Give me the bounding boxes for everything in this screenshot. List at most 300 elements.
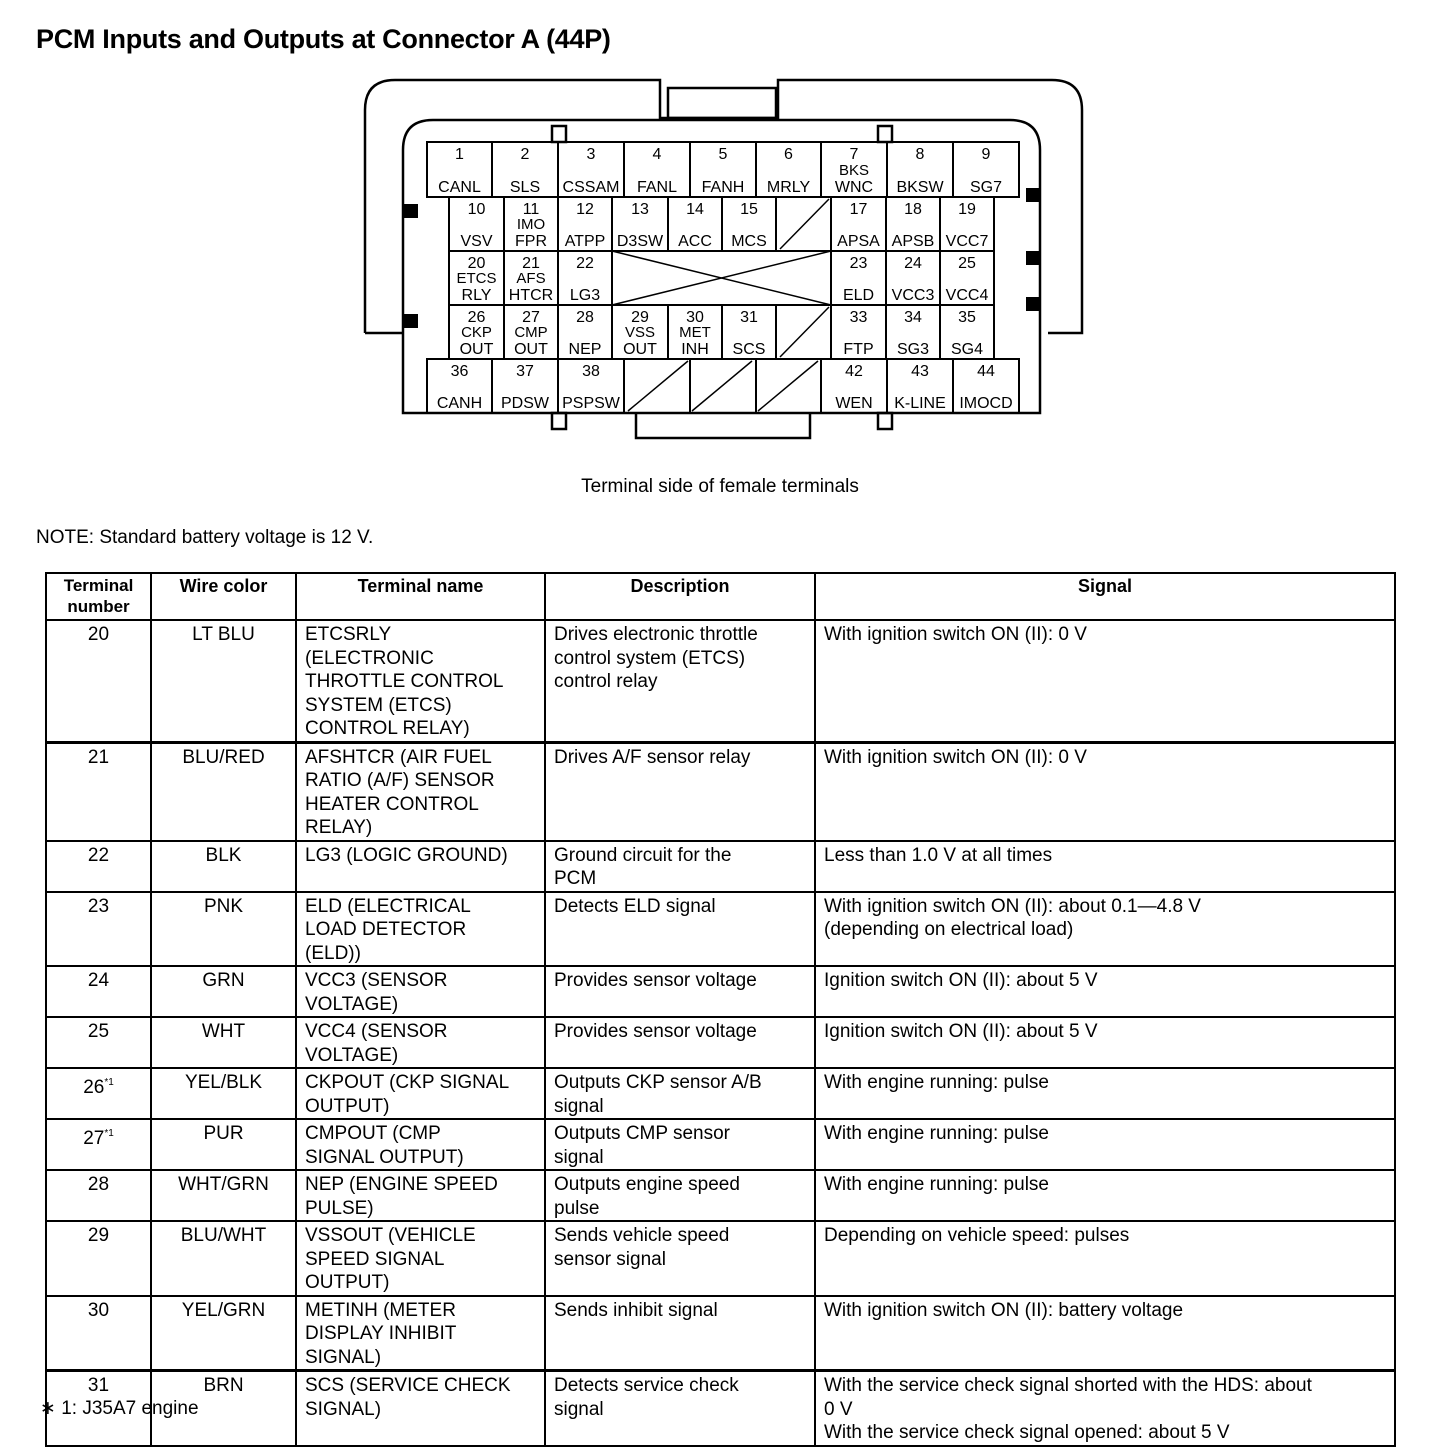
terminal-label-line2: FPR [515, 233, 547, 250]
cell-line: signal [554, 1398, 604, 1420]
table-header-row [46, 573, 1395, 620]
terminal-label: FANH [701, 179, 745, 196]
cell-line: SIGNAL) [305, 1346, 382, 1368]
terminal-label: VCC4 [945, 287, 989, 304]
terminal-number: 19 [958, 201, 976, 218]
terminal-number: 24 [904, 255, 922, 272]
signal-cell [815, 1068, 1395, 1119]
terminal-label: VCC7 [945, 233, 989, 250]
terminal-number: 10 [467, 201, 486, 218]
wire-color-cell: BLK [151, 841, 296, 892]
connector-terminal-3 [563, 146, 620, 196]
terminal-number: 38 [582, 363, 600, 380]
wire-color-cell: YEL/BLK [151, 1068, 296, 1119]
terminal-label: D3SW [616, 233, 664, 250]
connector-terminal-43 [894, 363, 946, 412]
signal-cell [815, 1170, 1395, 1221]
cell-line: Drives electronic throttle [554, 624, 758, 645]
terminal-label: MCS [731, 233, 767, 250]
terminal-number-value: 22 [87, 844, 110, 866]
cell-line: Outputs CKP sensor A/B [554, 1072, 762, 1093]
signal-cell [815, 841, 1395, 892]
terminal-label: VSS [624, 324, 656, 341]
terminal-number: 13 [631, 201, 649, 218]
wire-color-cell: WHT/GRN [151, 1170, 296, 1221]
terminal-label: AFS [516, 270, 546, 287]
cell-line: Drives A/F sensor relay [554, 746, 751, 768]
connector-terminal-35 [951, 309, 983, 358]
signal-cell [815, 620, 1395, 742]
terminal-label: LG3 [569, 287, 601, 304]
terminal-number-cell [46, 1170, 151, 1221]
terminal-number: 26 [467, 309, 486, 326]
terminal-label: SG4 [950, 341, 984, 358]
terminal-label: CANL [438, 179, 481, 196]
terminal-label: IMO [516, 216, 546, 233]
signal-cell [815, 966, 1395, 1017]
terminal-label: MET [679, 324, 711, 341]
terminal-number-cell [46, 1221, 151, 1296]
connector-side-tab [404, 204, 418, 218]
cell-line: PCM [554, 868, 597, 889]
cell-line: LG3 (LOGIC GROUND) [305, 844, 508, 866]
cell-line: Ignition switch ON (II): about 5 V [824, 970, 1098, 991]
terminal-name-cell [296, 841, 545, 892]
terminal-number-value: 26 [83, 1077, 105, 1098]
connector-terminal-7 [835, 146, 873, 196]
terminal-label: ACC [678, 233, 712, 250]
cell-line: Less than 1.0 V at all times [824, 844, 1053, 866]
connector-bottom-key-left [552, 413, 566, 429]
terminal-number: 44 [977, 363, 995, 380]
connector-grid-line [692, 361, 752, 411]
cell-line: VCC4 (SENSOR [305, 1021, 448, 1042]
table-row [46, 1017, 1395, 1068]
cell-line: HEATER CONTROL [305, 793, 479, 815]
terminal-label: FTP [843, 341, 874, 358]
connector-bottom-key-right [878, 413, 892, 429]
cell-line: AFSHTCR (AIR FUEL [305, 746, 492, 768]
description-cell [545, 1170, 815, 1221]
connector-terminal-33 [843, 309, 873, 358]
terminal-name-cell [296, 966, 545, 1017]
description-cell [545, 1371, 815, 1446]
description-cell [545, 742, 815, 841]
wire-color-cell: BLU/RED [151, 742, 296, 841]
cell-line: THROTTLE CONTROL [305, 671, 504, 692]
connector-terminal-2 [510, 146, 540, 196]
wire-color-cell: GRN [151, 966, 296, 1017]
terminal-label: ELD [842, 287, 875, 304]
connector-terminal-27 [514, 309, 548, 358]
cell-line: Outputs engine speed [554, 1174, 740, 1195]
terminal-number: 3 [586, 146, 596, 163]
table-row [46, 892, 1395, 967]
terminal-label: IMOCD [959, 395, 1013, 412]
cell-line: OUTPUT) [305, 1095, 390, 1117]
terminal-number: 29 [631, 309, 649, 326]
connector-terminal-24 [892, 255, 935, 304]
cell-line: SYSTEM (ETCS) [305, 694, 452, 716]
cell-line: RELAY) [305, 817, 373, 838]
table-row [46, 1296, 1395, 1371]
connector-terminal-17 [837, 201, 880, 250]
table-row [46, 1170, 1395, 1221]
table-row [46, 620, 1395, 742]
signal-cell [815, 742, 1395, 841]
cell-line: OUTPUT) [305, 1272, 390, 1293]
connector-terminal-31 [733, 309, 766, 358]
terminal-number: 34 [904, 309, 922, 326]
connector-terminal-5 [702, 146, 745, 196]
cell-line: VOLTAGE) [305, 1044, 399, 1066]
table-row [46, 1221, 1395, 1296]
connector-terminal-21 [509, 255, 553, 304]
signal-cell [815, 1017, 1395, 1068]
cell-line: Depending on vehicle speed: pulses [824, 1225, 1130, 1246]
terminal-label-line2: INH [681, 341, 709, 358]
terminal-number-cell [46, 1119, 151, 1170]
terminal-number: 9 [981, 146, 991, 163]
terminal-number: 36 [450, 363, 469, 380]
terminal-number-value: 25 [87, 1021, 110, 1042]
terminal-number: 27 [522, 309, 540, 326]
connector-grid-line [758, 361, 818, 411]
terminal-number: 25 [958, 255, 976, 272]
cell-line: RATIO (A/F) SENSOR [305, 770, 495, 791]
cell-line: METINH (METER [305, 1299, 456, 1321]
header-terminal-name: Terminal name [296, 573, 545, 620]
signal-cell [815, 1119, 1395, 1170]
terminal-number-value: 28 [87, 1174, 110, 1195]
terminal-label: NEP [568, 341, 602, 358]
header-terminal-line2: number [67, 597, 130, 616]
footnote-mark: *1 [104, 1128, 114, 1139]
cell-line: Outputs CMP sensor [554, 1123, 731, 1144]
cell-line: ETCSRLY [305, 624, 392, 645]
terminal-number: 6 [784, 146, 793, 163]
connector-terminal-36 [437, 363, 482, 412]
terminal-label: BKS [838, 162, 870, 179]
connector-side-tab [1026, 251, 1040, 265]
terminal-label-line2: WNC [834, 179, 874, 196]
terminal-label: ETCS [456, 270, 497, 287]
wire-color-cell: BLU/WHT [151, 1221, 296, 1296]
cell-line: Ground circuit for the [554, 844, 732, 866]
cell-line: With ignition switch ON (II): about 0.1—4.8 V [824, 895, 1201, 917]
terminal-label: WEN [835, 395, 873, 412]
table-row [46, 1068, 1395, 1119]
description-cell [545, 841, 815, 892]
connector-terminal-13 [617, 201, 664, 250]
cell-line: SPEED SIGNAL [305, 1248, 445, 1270]
footnote: ∗ 1: J35A7 engine [40, 1398, 199, 1419]
description-cell [545, 1221, 815, 1296]
cell-line: ELD (ELECTRICAL [305, 895, 471, 917]
header-signal: Signal [815, 573, 1395, 620]
terminal-label: APSB [891, 233, 935, 250]
terminal-number: 2 [520, 146, 530, 163]
terminal-name-cell [296, 1119, 545, 1170]
connector-terminal-30 [679, 309, 711, 358]
cell-line: (depending on electrical load) [824, 919, 1074, 940]
terminal-number: 18 [904, 201, 922, 218]
terminal-label: MRLY [766, 179, 811, 196]
table-row [46, 966, 1395, 1017]
table-row [46, 1119, 1395, 1170]
cell-line: NEP (ENGINE SPEED [305, 1174, 498, 1195]
cell-line: VCC3 (SENSOR [305, 970, 448, 991]
cell-line: With ignition switch ON (II): 0 V [824, 624, 1087, 645]
connector-latch [668, 88, 776, 118]
terminal-number: 28 [576, 309, 594, 326]
terminal-number: 5 [718, 146, 728, 163]
terminal-number: 35 [958, 309, 976, 326]
table-row [46, 841, 1395, 892]
cell-line: With engine running: pulse [824, 1174, 1049, 1195]
connector-terminal-20 [456, 255, 496, 304]
cell-line: CKPOUT (CKP SIGNAL [305, 1072, 510, 1093]
connector-grid-line [628, 361, 688, 411]
connector-grid-line [780, 307, 829, 357]
cell-line: pulse [554, 1197, 600, 1219]
signal-cell [815, 1371, 1395, 1446]
table-row [46, 1371, 1395, 1446]
cell-line: Provides sensor voltage [554, 1021, 757, 1042]
cell-line: Provides sensor voltage [554, 970, 757, 991]
terminal-number-value: 24 [87, 970, 110, 991]
terminal-number-value: 31 [87, 1375, 110, 1396]
cell-line: Detects ELD signal [554, 895, 716, 917]
terminal-label: CMP [514, 324, 548, 341]
header-wire-color: Wire color [151, 573, 296, 620]
connector-terminal-26 [460, 309, 494, 358]
cell-line: 0 V [824, 1398, 853, 1420]
connector-terminal-6 [767, 146, 811, 196]
connector-terminal-37 [501, 363, 550, 412]
cell-line: Sends vehicle speed [554, 1225, 730, 1246]
terminal-number-value: 21 [87, 746, 110, 768]
cell-line: (ELECTRONIC [305, 647, 434, 669]
connector-terminal-19 [946, 201, 989, 250]
cell-line: (ELD)) [305, 942, 361, 964]
terminal-number-value: 30 [87, 1299, 110, 1321]
cell-line: SIGNAL) [305, 1398, 382, 1420]
connector-terminal-9 [970, 146, 1002, 196]
cell-line: LOAD DETECTOR [305, 919, 467, 940]
terminal-number: 11 [522, 201, 540, 218]
cell-line: With engine running: pulse [824, 1123, 1049, 1144]
header-description: Description [545, 573, 815, 620]
terminal-label: CSSAM [562, 179, 620, 196]
terminal-label: SG3 [896, 341, 930, 358]
footnote-mark: *1 [104, 1077, 114, 1088]
terminal-number: 20 [467, 255, 486, 272]
wire-color-cell: LT BLU [151, 620, 296, 742]
terminal-number-cell [46, 1017, 151, 1068]
cell-line: With the service check signal shorted with the HDS: about [824, 1375, 1312, 1396]
terminal-number: 33 [849, 309, 868, 326]
connector-terminal-44 [959, 363, 1012, 412]
terminal-label: ATPP [564, 233, 606, 250]
connector-terminal-18 [892, 201, 935, 250]
cell-line: SCS (SERVICE CHECK [305, 1375, 511, 1396]
terminal-table [45, 572, 1396, 1447]
terminal-label: APSA [837, 233, 880, 250]
cell-line: With engine running: pulse [824, 1072, 1049, 1093]
connector-terminal-28 [569, 309, 602, 358]
connector-side-tab [1026, 188, 1040, 202]
table-row [46, 742, 1395, 841]
cell-line: sensor signal [554, 1248, 666, 1270]
terminal-number: 31 [740, 309, 758, 326]
terminal-number-cell [46, 1068, 151, 1119]
cell-line: signal [554, 1146, 604, 1168]
terminal-label: CANH [436, 395, 483, 412]
wire-color-cell: WHT [151, 1017, 296, 1068]
terminal-number: 15 [740, 201, 758, 218]
connector-terminal-1 [438, 146, 481, 196]
terminal-name-cell [296, 1221, 545, 1296]
cell-line: CMPOUT (CMP [305, 1123, 441, 1144]
terminal-name-cell [296, 620, 545, 742]
description-cell [545, 620, 815, 742]
connector-grid-line [780, 199, 829, 249]
terminal-number: 17 [849, 201, 868, 218]
description-cell [545, 1068, 815, 1119]
signal-cell [815, 1296, 1395, 1371]
terminal-number: 4 [652, 146, 662, 163]
cell-line: Sends inhibit signal [554, 1299, 718, 1321]
wire-color-cell: PUR [151, 1119, 296, 1170]
terminal-number-cell [46, 966, 151, 1017]
terminal-label-line2: OUT [514, 341, 548, 358]
terminal-number: 30 [686, 309, 704, 326]
connector-bottom-tab [636, 413, 810, 438]
voltage-note: NOTE: Standard battery voltage is 12 V. [36, 527, 374, 548]
terminal-number: 8 [915, 146, 925, 163]
terminal-number-cell [46, 742, 151, 841]
description-cell [545, 1017, 815, 1068]
terminal-number: 37 [516, 363, 534, 380]
cell-line: PULSE) [305, 1197, 374, 1219]
signal-cell [815, 892, 1395, 967]
signal-cell [815, 1221, 1395, 1296]
connector-terminal-42 [835, 363, 872, 412]
description-cell [545, 966, 815, 1017]
header-terminal-line1: Terminal [63, 576, 134, 595]
terminal-number-value: 20 [87, 624, 110, 645]
connector-terminal-34 [897, 309, 929, 358]
connector-side-tab [404, 314, 418, 328]
connector-inner-housing [403, 120, 1040, 413]
description-cell [545, 892, 815, 967]
terminal-label: CKP [461, 324, 492, 341]
cell-line: With ignition switch ON (II): 0 V [824, 746, 1087, 768]
connector-top-key-left [552, 126, 566, 142]
cell-line: control system (ETCS) [554, 647, 746, 669]
connector-caption: Terminal side of female terminals [581, 476, 859, 497]
terminal-name-cell [296, 1017, 545, 1068]
cell-line: Ignition switch ON (II): about 5 V [824, 1021, 1098, 1042]
cell-line: VSSOUT (VEHICLE [305, 1225, 476, 1246]
terminal-number: 14 [686, 201, 704, 218]
terminal-label: VCC3 [891, 287, 935, 304]
terminal-label: SCS [732, 341, 766, 358]
cell-line: control relay [554, 671, 658, 692]
terminal-number-value: 23 [87, 895, 110, 917]
terminal-number-cell [46, 892, 151, 967]
cell-line: With ignition switch ON (II): battery voltage [824, 1299, 1184, 1321]
connector-terminal-38 [562, 363, 621, 412]
wire-color-cell: YEL/GRN [151, 1296, 296, 1371]
terminal-label: BKSW [896, 179, 944, 196]
connector-terminal-4 [637, 146, 677, 196]
terminal-label-line2: RLY [461, 287, 492, 304]
terminal-number: 42 [845, 363, 863, 380]
terminal-label: K-LINE [894, 395, 946, 412]
cell-line: With the service check signal opened: about 5 V [824, 1422, 1230, 1443]
connector-terminal-29 [623, 309, 657, 358]
terminal-number: 21 [522, 255, 540, 272]
terminal-label: SLS [509, 179, 541, 196]
connector-terminal-15 [731, 201, 767, 250]
terminal-number: 23 [849, 255, 868, 272]
terminal-number: 22 [576, 255, 594, 272]
terminal-label-line2: OUT [623, 341, 657, 358]
wire-color-cell: PNK [151, 892, 296, 967]
cell-line: DISPLAY INHIBIT [305, 1323, 457, 1344]
header-terminal-number [46, 573, 151, 620]
cell-line: CONTROL RELAY) [305, 718, 470, 739]
connector-terminal-8 [896, 146, 944, 196]
connector-terminal-11 [515, 201, 547, 250]
connector-terminal-25 [946, 255, 989, 304]
cell-line: VOLTAGE) [305, 993, 399, 1015]
terminal-label: VSV [460, 233, 493, 250]
connector-terminal-22 [570, 255, 600, 304]
terminal-number: 1 [455, 146, 464, 163]
terminal-number-cell [46, 1296, 151, 1371]
terminal-label: SG7 [969, 179, 1003, 196]
terminal-name-cell [296, 1068, 545, 1119]
connector-top-key-right [878, 126, 892, 142]
terminal-label: PDSW [501, 395, 549, 412]
terminal-number: 12 [576, 201, 594, 218]
terminal-name-cell [296, 1170, 545, 1221]
terminal-label: PSPSW [562, 395, 620, 412]
terminal-label-line2: HTCR [508, 287, 554, 304]
terminal-name-cell [296, 1296, 545, 1371]
terminal-number: 43 [911, 363, 929, 380]
terminal-name-cell [296, 1371, 545, 1446]
terminal-name-cell [296, 892, 545, 967]
connector-terminal-23 [843, 255, 874, 304]
terminal-label-line2: OUT [459, 341, 494, 358]
cell-line: SIGNAL OUTPUT) [305, 1146, 464, 1168]
description-cell [545, 1119, 815, 1170]
wire-color-cell: BRN [151, 1371, 296, 1446]
terminal-number-cell [46, 620, 151, 742]
connector-diagram [0, 0, 1440, 470]
terminal-label: FANL [636, 179, 678, 196]
terminal-number-cell [46, 841, 151, 892]
terminal-number: 7 [849, 146, 859, 163]
page-title: PCM Inputs and Outputs at Connector A (44P) [36, 24, 611, 54]
cell-line: signal [554, 1095, 604, 1117]
connector-side-tab [1026, 297, 1040, 311]
terminal-number-value: 27 [83, 1128, 105, 1149]
